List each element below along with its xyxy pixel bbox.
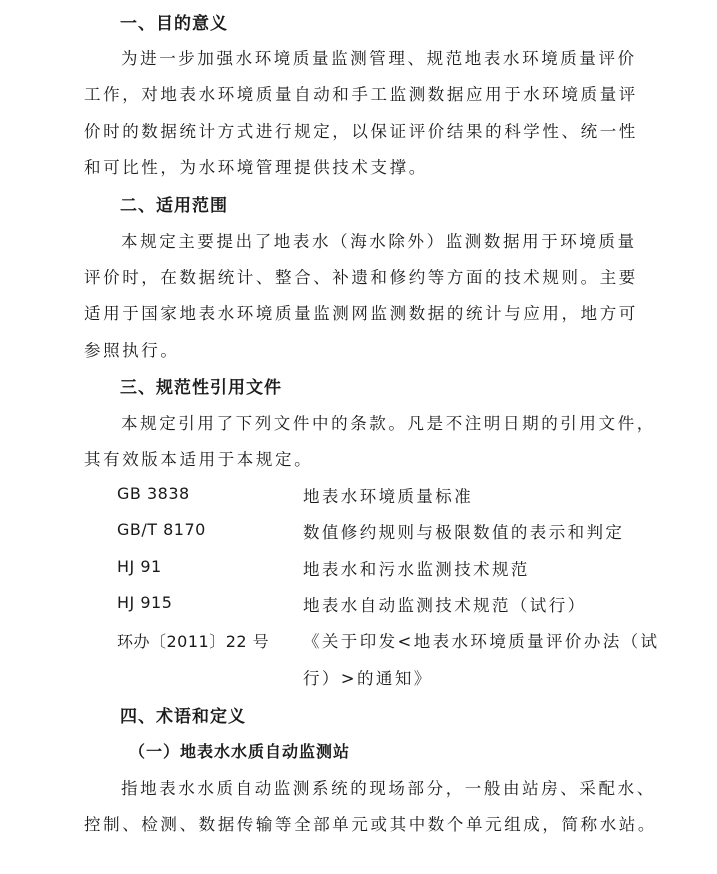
paragraph-line: 适用于国家地表水环境质量监测网监测数据的统计与应用，地方可: [84, 304, 638, 323]
paragraph-line: 和可比性，为水环境管理提供技术支撑。: [84, 158, 428, 177]
reference-code: 环办〔2011〕22 号: [117, 632, 270, 651]
reference-title: 《关于印发<地表水环境质量评价办法（试: [303, 632, 660, 651]
reference-title-continued: 行）>的通知》: [303, 669, 433, 688]
paragraph-line: 其有效版本适用于本规定。: [84, 450, 314, 469]
paragraph-line: 本规定主要提出了地表水（海水除外）监测数据用于环境质量: [121, 232, 637, 251]
reference-title: 地表水和污水监测技术规范: [303, 560, 530, 579]
paragraph-line: 价时的数据统计方式进行规定，以保证评价结果的科学性、统一性: [84, 122, 638, 141]
heading-scope: 二、适用范围: [120, 196, 228, 216]
reference-code: HJ 91: [117, 557, 162, 576]
reference-title: 地表水环境质量标准: [303, 487, 474, 506]
paragraph-line: 工作，对地表水环境质量自动和手工监测数据应用于水环境质量评: [84, 85, 638, 104]
reference-title: 数值修约规则与极限数值的表示和判定: [303, 523, 625, 542]
heading-references: 三、规范性引用文件: [120, 378, 282, 398]
reference-code: HJ 915: [117, 593, 173, 612]
paragraph-line: 参照执行。: [84, 341, 180, 360]
sub-heading-station: （一）地表水水质自动监测站: [129, 742, 351, 761]
heading-terms: 四、术语和定义: [120, 707, 246, 727]
reference-title: 地表水自动监测技术规范（试行）: [303, 596, 587, 615]
paragraph-line: 为进一步加强水环境质量监测管理、规范地表水环境质量评价: [121, 49, 637, 68]
paragraph-line: 评价时，在数据统计、整合、补遗和修约等方面的技术规则。主要: [84, 268, 638, 287]
paragraph-line: 控制、检测、数据传输等全部单元或其中数个单元组成，简称水站。: [84, 815, 657, 834]
reference-code: GB/T 8170: [117, 520, 206, 539]
reference-code: GB 3838: [117, 484, 190, 503]
paragraph-line: 本规定引用了下列文件中的条款。凡是不注明日期的引用文件，: [121, 414, 656, 433]
heading-purpose: 一、目的意义: [120, 14, 228, 34]
paragraph-line: 指地表水水质自动监测系统的现场部分，一般由站房、采配水、: [121, 779, 656, 798]
